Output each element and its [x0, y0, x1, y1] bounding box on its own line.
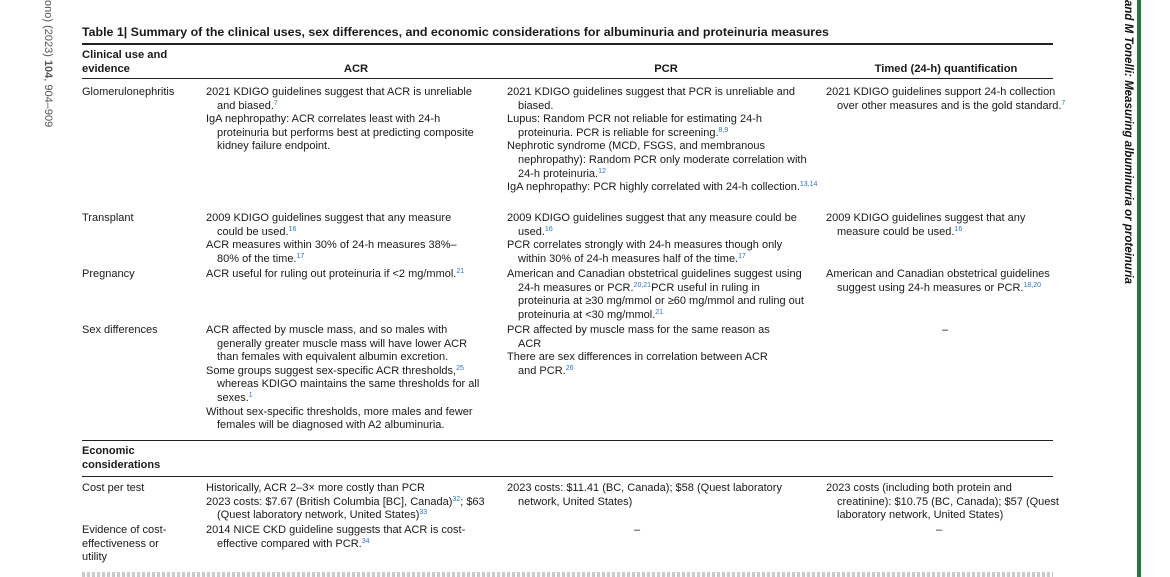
cell-glomerulonephritis-pcr: [507, 86, 819, 195]
cell-entry: Some groups suggest sex-specific ACR thresholds,$^{25}$ whereas KDIGO maintains the same thresholds for all sexes.$^1$: [206, 364, 480, 404]
cell-entry: 2014 NICE CKD guideline suggests that ACR is cost-effective compared with PCR.$^{34}$: [206, 524, 466, 550]
cell-entry: Without sex-specific thresholds, more males and fewer females will be diagnosed with A2 albuminuria.: [206, 405, 473, 432]
econ-header-rule: [82, 476, 1053, 477]
row-label-pregnancy: Pregnancy: [82, 268, 135, 280]
journal-color-bar: [1137, 0, 1141, 577]
reference-link[interactable]: 8,9: [718, 126, 729, 134]
cropped-footnote-line: [82, 572, 1053, 577]
reference-link[interactable]: 12: [598, 167, 606, 175]
cell-entry: 2021 KDIGO guidelines support 24-h collection over other measures and is the gold standard.$^7$: [826, 86, 1066, 112]
section-rule: [82, 440, 1053, 441]
left-margin-citation: [30, 0, 54, 140]
cell-sex-differences-pcr: [507, 324, 782, 378]
reference-link[interactable]: 25: [456, 364, 464, 372]
reference-link[interactable]: 20,21: [633, 281, 652, 289]
row-label-glomerulonephritis: Glomerulonephritis: [82, 86, 175, 98]
header-acr: ACR: [343, 63, 369, 75]
cell-entry: American and Canadian obstetrical guidelines suggest using 24-h measures or PCR.$^{18,20}$: [826, 268, 1050, 294]
cell-entry: There are sex differences in correlation between ACR and PCR.$^{26}$: [507, 351, 768, 377]
cell-entry: 2021 KDIGO guidelines suggest that ACR is unreliable and biased.$^7$: [206, 86, 472, 112]
cell-entry: 2023 costs: $11.41 (BC, Canada); $58 (Quest laboratory network, United States): [507, 482, 782, 508]
cell-cost-effectiveness-acr: [206, 524, 468, 551]
running-header: and M Tonelli: Measuring albuminuria or proteinuria: [1122, 0, 1134, 284]
cell-entry: IgA nephropathy: ACR correlates least with 24-h proteinuria but performs best at predicting composite kidney failure endpoint.: [206, 113, 474, 153]
cell-sex-differences-acr: [206, 324, 490, 433]
cell-entry: 2009 KDIGO guidelines suggest that any measure could be used.$^{16}$: [206, 212, 452, 238]
header-pcr: PCR: [654, 63, 678, 75]
volume-number: 104: [42, 59, 54, 79]
row-label-cost-effectiveness: Evidence of cost-effectiveness or utility: [82, 524, 167, 564]
row-label-transplant: Transplant: [82, 212, 134, 224]
cell-entry: ACR measures within 30% of 24-h measures 38%–80% of the time.$^{17}$: [206, 239, 457, 265]
reference-link[interactable]: 17: [738, 252, 746, 260]
section-economic-considerations: Economic considerations: [82, 445, 161, 471]
header-timed: Timed (24-h) quantification: [874, 63, 1018, 75]
cell-cost-acr: [206, 482, 498, 523]
reference-link[interactable]: 16: [954, 225, 963, 233]
cell-entry: 2009 KDIGO guidelines suggest that any measure could be used.$^{16}$: [826, 212, 1026, 238]
reference-link[interactable]: 17: [296, 252, 305, 260]
cell-entry: 2021 KDIGO guidelines suggest that PCR is unreliable and biased.: [507, 86, 796, 112]
reference-link[interactable]: 7: [1061, 99, 1066, 107]
journal-citation: ono) (2023): [42, 0, 54, 60]
header-rule: [82, 78, 1053, 79]
row-label-sex-differences: Sex differences: [82, 324, 158, 336]
cell-entry: Historically, ACR 2–3× more costly than PCR: [206, 482, 425, 494]
table-title: Table 1| Summary of the clinical uses, sex differences, and economic considerations for albuminuria and proteinuria measures: [82, 25, 829, 39]
reference-link[interactable]: 7: [273, 99, 278, 107]
reference-link[interactable]: 13,14: [799, 181, 818, 189]
cell-cost-effectiveness-pcr: –: [634, 524, 641, 536]
cell-pregnancy-timed: [826, 268, 1066, 295]
cell-entry: IgA nephropathy: PCR highly correlated with 24-h collection.$^{13,14}$: [507, 181, 818, 194]
cell-entry: Nephrotic syndrome (MCD, FSGS, and membranous nephropathy): Random PCR only moderate correlation with 24-h proteinuria.$^{12}$: [507, 140, 807, 180]
cell-entry: Lupus: Random PCR not reliable for estimating 24-h proteinuria. PCR is reliable for screening.$^{8,9}$: [507, 113, 762, 139]
reference-link[interactable]: 33: [419, 509, 428, 517]
cell-sex-differences-timed: –: [942, 324, 949, 336]
reference-link[interactable]: 21: [655, 308, 664, 316]
header-clinical-use: Clinical use and evidence: [82, 49, 168, 75]
cell-transplant-pcr: [507, 212, 807, 266]
cell-glomerulonephritis-timed: [826, 86, 1071, 113]
row-label-cost-per-test: Cost per test: [82, 482, 145, 494]
reference-link[interactable]: 1: [248, 391, 253, 399]
cell-entry: American and Canadian obstetrical guidelines suggest using 24-h measures or PCR.$^{20,21}$PCR useful in ruling in proteinuria at ≥30 mg/mmol or ≥60 mg/mmol and ruling out proteinuria at <30 mg/mmol.$^{21}$: [507, 268, 804, 321]
cell-cost-effectiveness-timed: –: [936, 524, 943, 536]
reference-link[interactable]: 21: [456, 268, 465, 275]
table-top-rule: [82, 43, 1053, 45]
cell-entry: ACR useful for ruling out proteinuria if <2 mg/mmol.$^{21}$: [206, 268, 465, 280]
reference-link[interactable]: 26: [565, 364, 574, 372]
cell-pregnancy-acr: [206, 268, 496, 282]
cell-entry: 2023 costs (including both protein and creatinine): $10.75 (BC, Canada); $57 (Quest laboratory network, United States): [826, 482, 1059, 522]
cell-transplant-timed: [826, 212, 1038, 239]
reference-link[interactable]: 16: [288, 225, 297, 233]
cell-pregnancy-pcr: [507, 268, 813, 322]
cell-entry: PCR correlates strongly with 24-h measures though only within 30% of 24-h measures half of the time.$^{17}$: [507, 239, 783, 265]
cell-entry: ACR affected by muscle mass, and so males with generally greater muscle mass will have lower ACR than females with equivalent albumin excretion.: [206, 324, 468, 364]
cell-entry: 2009 KDIGO guidelines suggest that any measure could be used.$^{16}$: [507, 212, 797, 238]
cell-entry: PCR affected by muscle mass for the same reason as ACR: [507, 324, 770, 350]
reference-link[interactable]: 32: [452, 495, 461, 503]
cell-entry: 2023 costs: $7.67 (British Columbia [BC], Canada)$^{32}$; $63 (Quest laboratory network, United States)$^{33}$: [206, 495, 485, 522]
page-range: , 904–909: [42, 78, 54, 128]
reference-link[interactable]: 34: [361, 537, 370, 545]
cell-transplant-acr: [206, 212, 462, 266]
reference-link[interactable]: 18,20: [1023, 281, 1042, 289]
reference-link[interactable]: 16: [544, 225, 553, 233]
cell-cost-pcr: [507, 482, 797, 509]
cell-glomerulonephritis-acr: [206, 86, 488, 154]
cell-cost-timed: [826, 482, 1062, 523]
